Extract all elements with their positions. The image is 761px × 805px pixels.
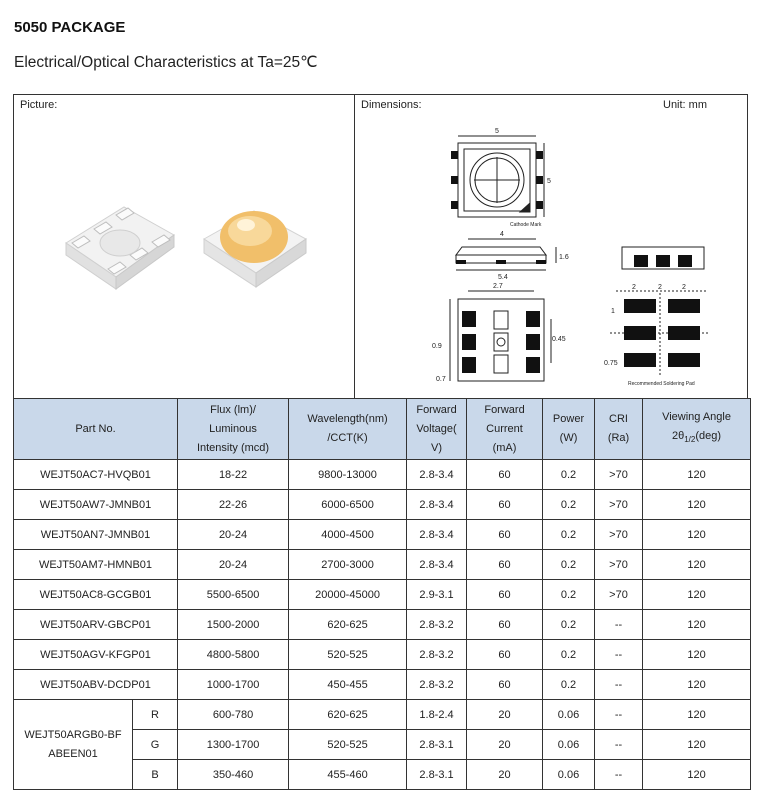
cell-power: 0.2 xyxy=(543,640,595,670)
cell-wave: 4000-4500 xyxy=(289,520,407,550)
dim-pad-2a: 2 xyxy=(632,284,636,291)
cell-angle: 120 xyxy=(643,520,751,550)
cell-flux: 20-24 xyxy=(178,520,289,550)
cell-volt: 2.8-3.1 xyxy=(407,730,467,760)
lit-led-image xyxy=(204,211,306,287)
cell-wave: 520-525 xyxy=(289,640,407,670)
cell-rgb-part-no: WEJT50ARGB0-BF ABEEN01 xyxy=(14,700,133,790)
cell-volt: 2.8-3.4 xyxy=(407,490,467,520)
dim-side-height: 5 xyxy=(547,178,551,185)
dim-pad-2b: 2 xyxy=(658,284,662,291)
cell-volt: 2.8-3.2 xyxy=(407,640,467,670)
cell-current: 60 xyxy=(467,490,543,520)
cathode-mark-label: Cathode Mark xyxy=(510,222,542,228)
cell-volt: 2.8-3.4 xyxy=(407,460,467,490)
header-wavelength: Wavelength(nm) /CCT(K) xyxy=(289,399,407,460)
cell-current: 60 xyxy=(467,520,543,550)
cell-cri: -- xyxy=(595,640,643,670)
cell-flux: 350-460 xyxy=(178,760,289,790)
cell-cri: -- xyxy=(595,670,643,700)
header-current: Forward Current (mA) xyxy=(467,399,543,460)
cell-cri: -- xyxy=(595,760,643,790)
cell-volt: 2.8-3.4 xyxy=(407,520,467,550)
table-row xyxy=(14,460,751,490)
header-voltage: Forward Voltage( V) xyxy=(407,399,467,460)
header-cri: CRI (Ra) xyxy=(595,399,643,460)
cell-cri: -- xyxy=(595,610,643,640)
cell-volt: 2.9-3.1 xyxy=(407,580,467,610)
table-row xyxy=(14,490,751,520)
bare-led-image xyxy=(66,207,174,289)
table-header-row xyxy=(14,399,751,460)
cell-current: 60 xyxy=(467,460,543,490)
cell-flux: 1000-1700 xyxy=(178,670,289,700)
cell-part-no: WEJT50ABV-DCDP01 xyxy=(14,670,178,700)
cell-angle: 120 xyxy=(643,550,751,580)
cell-wave: 450-455 xyxy=(289,670,407,700)
cell-angle: 120 xyxy=(643,700,751,730)
cell-current: 60 xyxy=(467,640,543,670)
cell-power: 0.2 xyxy=(543,550,595,580)
led-product-photo xyxy=(54,185,324,315)
cell-angle: 120 xyxy=(643,460,751,490)
cell-power: 0.2 xyxy=(543,520,595,550)
cell-power: 0.06 xyxy=(543,760,595,790)
cell-current: 60 xyxy=(467,610,543,640)
cell-power: 0.2 xyxy=(543,460,595,490)
table-row xyxy=(14,610,751,640)
header-part-no: Part No. xyxy=(14,399,178,460)
header-viewing-angle: Viewing Angle $2\theta_{1/2}(deg)$ xyxy=(643,399,751,460)
dim-pad-2c: 2 xyxy=(682,284,686,291)
cell-angle: 120 xyxy=(643,760,751,790)
cell-current: 20 xyxy=(467,700,543,730)
cell-volt: 2.8-3.2 xyxy=(407,610,467,640)
cell-current: 60 xyxy=(467,580,543,610)
table-row xyxy=(14,670,751,700)
dim-pad-075: 0.75 xyxy=(604,360,618,367)
dim-side-len: 4 xyxy=(500,231,504,238)
table-row xyxy=(14,640,751,670)
dimension-drawings xyxy=(406,123,711,395)
panel-divider xyxy=(354,95,355,398)
cell-current: 20 xyxy=(467,730,543,760)
page-title: 5050 PACKAGE xyxy=(14,19,126,36)
cell-part-no: WEJT50AN7-JMNB01 xyxy=(14,520,178,550)
cell-power: 0.2 xyxy=(543,580,595,610)
cell-cri: >70 xyxy=(595,580,643,610)
cell-part-no: WEJT50AC8-GCGB01 xyxy=(14,580,178,610)
cell-wave: 620-625 xyxy=(289,610,407,640)
table-row xyxy=(14,550,751,580)
cell-power: 0.06 xyxy=(543,730,595,760)
table-row xyxy=(14,520,751,550)
header-flux: Flux (lm)/ Luminous Intensity (mcd) xyxy=(178,399,289,460)
dim-top-width: 5 xyxy=(495,128,499,135)
cell-power: 0.2 xyxy=(543,610,595,640)
cell-volt: 2.8-3.2 xyxy=(407,670,467,700)
cell-flux: 20-24 xyxy=(178,550,289,580)
cell-flux: 1500-2000 xyxy=(178,610,289,640)
cell-wave: 2700-3000 xyxy=(289,550,407,580)
cell-current: 60 xyxy=(467,670,543,700)
cell-wave: 520-525 xyxy=(289,730,407,760)
dimensions-label: Dimensions: xyxy=(361,99,422,111)
cell-cri: -- xyxy=(595,700,643,730)
cell-wave: 20000-45000 xyxy=(289,580,407,610)
cell-part-no: WEJT50AC7-HVQB01 xyxy=(14,460,178,490)
side-view-outline xyxy=(456,247,546,255)
cell-part-no: WEJT50AM7-HMNB01 xyxy=(14,550,178,580)
unit-label: Unit: mm xyxy=(663,99,707,111)
dim-side-total: 5.4 xyxy=(498,274,508,281)
cell-wave: 455-460 xyxy=(289,760,407,790)
cell-wave: 620-625 xyxy=(289,700,407,730)
cell-flux: 1300-1700 xyxy=(178,730,289,760)
cell-volt: 2.8-3.1 xyxy=(407,760,467,790)
picture-label: Picture: xyxy=(20,99,58,111)
characteristics-table xyxy=(13,398,751,790)
cell-current: 60 xyxy=(467,550,543,580)
dim-pad-1: 1 xyxy=(611,308,615,315)
cell-angle: 120 xyxy=(643,640,751,670)
cell-power: 0.06 xyxy=(543,700,595,730)
page-subtitle: Electrical/Optical Characteristics at Ta=25℃ xyxy=(14,54,318,71)
cell-angle: 120 xyxy=(643,610,751,640)
table-row xyxy=(14,580,751,610)
cell-flux: 18-22 xyxy=(178,460,289,490)
cell-part-no: WEJT50ARV-GBCP01 xyxy=(14,610,178,640)
cell-angle: 120 xyxy=(643,580,751,610)
cell-flux: 5500-6500 xyxy=(178,580,289,610)
dim-bottom-045: 0.45 xyxy=(552,336,566,343)
cell-power: 0.2 xyxy=(543,490,595,520)
cell-channel: B xyxy=(133,760,178,790)
cell-channel: R xyxy=(133,700,178,730)
cell-cri: >70 xyxy=(595,490,643,520)
cell-wave: 9800-13000 xyxy=(289,460,407,490)
cell-part-no: WEJT50AW7-JMNB01 xyxy=(14,490,178,520)
dim-bottom-07: 0.7 xyxy=(436,376,446,383)
dim-side-height2: 1.6 xyxy=(559,254,569,261)
cell-angle: 120 xyxy=(643,730,751,760)
cell-cri: >70 xyxy=(595,460,643,490)
cell-cri: >70 xyxy=(595,550,643,580)
cell-part-no: WEJT50AGV-KFGP01 xyxy=(14,640,178,670)
cell-angle: 120 xyxy=(643,670,751,700)
cell-cri: -- xyxy=(595,730,643,760)
cell-cri: >70 xyxy=(595,520,643,550)
cell-channel: G xyxy=(133,730,178,760)
header-power: Power (W) xyxy=(543,399,595,460)
cell-angle: 120 xyxy=(643,490,751,520)
cell-power: 0.2 xyxy=(543,670,595,700)
recommended-pad-label: Recommended Soldering Pad xyxy=(628,381,695,387)
dim-bottom-span: 2.7 xyxy=(493,283,503,290)
cell-flux: 4800-5800 xyxy=(178,640,289,670)
cell-current: 20 xyxy=(467,760,543,790)
cell-volt: 2.8-3.4 xyxy=(407,550,467,580)
dim-bottom-09: 0.9 xyxy=(432,343,442,350)
table-row xyxy=(14,700,751,730)
picture-dimensions-panel xyxy=(13,94,748,399)
cell-flux: 22-26 xyxy=(178,490,289,520)
cell-volt: 1.8-2.4 xyxy=(407,700,467,730)
cell-wave: 6000-6500 xyxy=(289,490,407,520)
cell-flux: 600-780 xyxy=(178,700,289,730)
